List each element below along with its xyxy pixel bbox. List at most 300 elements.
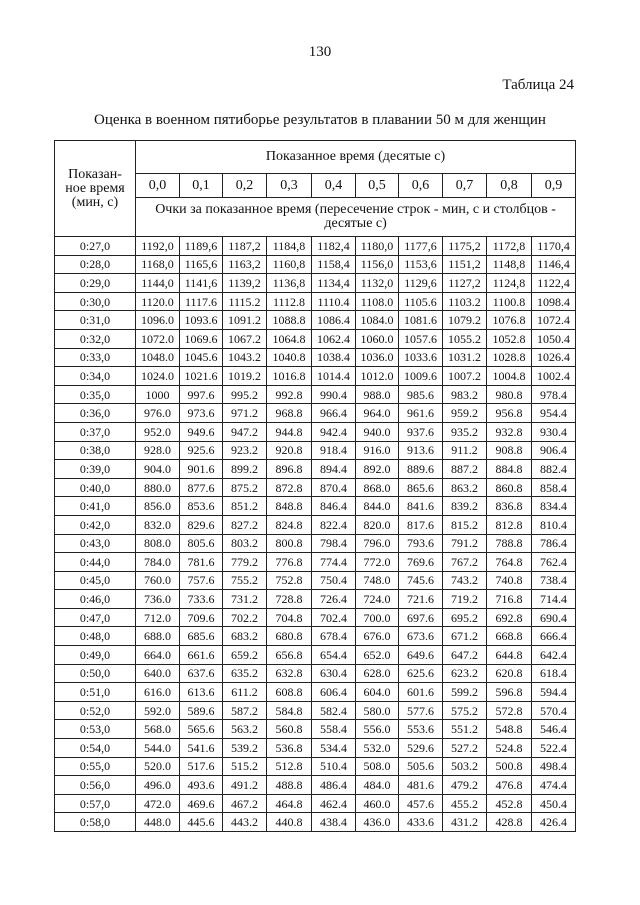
score-cell: 524.8 (487, 739, 532, 758)
table-row (55, 683, 576, 702)
score-cell: 822.4 (312, 515, 356, 534)
score-cell: 529.6 (399, 739, 443, 758)
score-cell: 433.6 (399, 813, 443, 832)
score-cell: 947.2 (223, 422, 267, 441)
score-cell: 1108.0 (356, 292, 399, 311)
score-cell: 966.4 (312, 404, 356, 423)
row-time-cell: 0:33,0 (55, 348, 136, 367)
score-cell: 1136,8 (267, 274, 312, 293)
score-cell: 469.6 (180, 794, 223, 813)
score-cell: 680.8 (267, 627, 312, 646)
score-cell: 1002.4 (532, 367, 576, 386)
score-cell: 536.8 (267, 739, 312, 758)
score-cell: 676.0 (356, 627, 399, 646)
row-time-cell: 0:50,0 (55, 664, 136, 683)
score-cell: 755.2 (223, 571, 267, 590)
score-cell: 683.2 (223, 627, 267, 646)
score-cell: 1189,6 (180, 237, 223, 256)
score-cell: 1052.8 (487, 329, 532, 348)
score-cell: 688.0 (136, 627, 180, 646)
tenths-header-cell: 0,0 (136, 174, 180, 198)
score-cell: 868.0 (356, 478, 399, 497)
score-cell: 652.0 (356, 646, 399, 665)
score-cell: 724.0 (356, 590, 399, 609)
score-cell: 428.8 (487, 813, 532, 832)
score-cell: 527.2 (443, 739, 487, 758)
score-cell: 985.6 (399, 385, 443, 404)
tenths-header-cell: 0,9 (532, 174, 576, 198)
score-cell: 990.4 (312, 385, 356, 404)
score-cell: 599.2 (443, 683, 487, 702)
score-cell: 892.0 (356, 460, 399, 479)
table-row (55, 292, 576, 311)
score-cell: 762.4 (532, 553, 576, 572)
score-cell: 834.4 (532, 497, 576, 516)
score-cell: 743.2 (443, 571, 487, 590)
score-cell: 882.4 (532, 460, 576, 479)
score-cell: 1038.4 (312, 348, 356, 367)
score-cell: 642.4 (532, 646, 576, 665)
table-row (55, 441, 576, 460)
score-cell: 539.2 (223, 739, 267, 758)
score-cell: 690.4 (532, 608, 576, 627)
table-label: Таблица 24 (502, 77, 574, 93)
score-cell: 534.4 (312, 739, 356, 758)
score-cell: 935.2 (443, 422, 487, 441)
score-cell: 1019.2 (223, 367, 267, 386)
score-cell: 702.4 (312, 608, 356, 627)
score-cell: 596.8 (487, 683, 532, 702)
score-cell: 1050.4 (532, 329, 576, 348)
score-cell: 997.6 (180, 385, 223, 404)
table-row (55, 739, 576, 758)
score-cell: 611.2 (223, 683, 267, 702)
score-cell: 856.0 (136, 497, 180, 516)
score-cell: 976.0 (136, 404, 180, 423)
score-cell: 877.6 (180, 478, 223, 497)
score-cell: 752.8 (267, 571, 312, 590)
score-cell: 460.0 (356, 794, 399, 813)
score-cell: 928.0 (136, 441, 180, 460)
score-cell: 1072.4 (532, 311, 576, 330)
score-cell: 1187,2 (223, 237, 267, 256)
tenths-header-cell: 0,5 (356, 174, 399, 198)
table-row (55, 627, 576, 646)
score-cell: 714.4 (532, 590, 576, 609)
table-row (55, 404, 576, 423)
score-cell: 666.4 (532, 627, 576, 646)
score-cell: 978.4 (532, 385, 576, 404)
score-cell: 1040.8 (267, 348, 312, 367)
score-cell: 848.8 (267, 497, 312, 516)
score-cell: 625.6 (399, 664, 443, 683)
score-cell: 479.2 (443, 776, 487, 795)
score-cell: 1153,6 (399, 255, 443, 274)
score-cell: 920.8 (267, 441, 312, 460)
score-cell: 1062.4 (312, 329, 356, 348)
score-cell: 906.4 (532, 441, 576, 460)
score-cell: 937.6 (399, 422, 443, 441)
score-cell: 1110.4 (312, 292, 356, 311)
table-row (55, 590, 576, 609)
row-time-cell: 0:45,0 (55, 571, 136, 590)
score-cell: 764.8 (487, 553, 532, 572)
score-cell: 942.4 (312, 422, 356, 441)
score-cell: 640.0 (136, 664, 180, 683)
score-cell: 1033.6 (399, 348, 443, 367)
score-cell: 1160,8 (267, 255, 312, 274)
score-cell: 851.2 (223, 497, 267, 516)
score-cell: 827.2 (223, 515, 267, 534)
score-cell: 606.4 (312, 683, 356, 702)
score-cell: 932.8 (487, 422, 532, 441)
score-cell: 808.0 (136, 534, 180, 553)
score-cell: 486.4 (312, 776, 356, 795)
score-cell: 620.8 (487, 664, 532, 683)
tenths-header-cell: 0,6 (399, 174, 443, 198)
score-cell: 505.6 (399, 757, 443, 776)
score-cell: 858.4 (532, 478, 576, 497)
score-cell: 1105.6 (399, 292, 443, 311)
table-row (55, 534, 576, 553)
score-cell: 1141,6 (180, 274, 223, 293)
score-cell: 582.4 (312, 701, 356, 720)
score-cell: 870.4 (312, 478, 356, 497)
score-cell: 541.6 (180, 739, 223, 758)
row-time-cell: 0:57,0 (55, 794, 136, 813)
table-row (55, 274, 576, 293)
score-cell: 644.8 (487, 646, 532, 665)
score-cell: 875.2 (223, 478, 267, 497)
score-cell: 1004.8 (487, 367, 532, 386)
table-row (55, 571, 576, 590)
score-cell: 1021.6 (180, 367, 223, 386)
row-time-cell: 0:51,0 (55, 683, 136, 702)
score-cell: 908.8 (487, 441, 532, 460)
score-cell: 944.8 (267, 422, 312, 441)
score-cell: 1048.0 (136, 348, 180, 367)
score-cell: 678.4 (312, 627, 356, 646)
score-cell: 450.4 (532, 794, 576, 813)
table-row (55, 813, 576, 832)
score-cell: 803.2 (223, 534, 267, 553)
score-cell: 973.6 (180, 404, 223, 423)
score-cell: 594.4 (532, 683, 576, 702)
score-cell: 481.6 (399, 776, 443, 795)
score-cell: 844.0 (356, 497, 399, 516)
score-cell: 1084.0 (356, 311, 399, 330)
score-cell: 918.4 (312, 441, 356, 460)
score-cell: 628.0 (356, 664, 399, 683)
score-cell: 632.8 (267, 664, 312, 683)
score-cell: 916.0 (356, 441, 399, 460)
score-cell: 863.2 (443, 478, 487, 497)
table-row (55, 608, 576, 627)
score-cell: 721.6 (399, 590, 443, 609)
row-time-cell: 0:48,0 (55, 627, 136, 646)
score-cell: 551.2 (443, 720, 487, 739)
score-cell: 736.0 (136, 590, 180, 609)
score-cell: 733.6 (180, 590, 223, 609)
score-cell: 786.4 (532, 534, 576, 553)
row-time-cell: 0:31,0 (55, 311, 136, 330)
score-cell: 1117.6 (180, 292, 223, 311)
score-cell: 964.0 (356, 404, 399, 423)
score-cell: 791.2 (443, 534, 487, 553)
score-cell: 589.6 (180, 701, 223, 720)
score-cell: 520.0 (136, 757, 180, 776)
score-cell: 637.6 (180, 664, 223, 683)
score-cell: 1120.0 (136, 292, 180, 311)
score-cell: 781.6 (180, 553, 223, 572)
score-cell: 971.2 (223, 404, 267, 423)
score-cell: 616.0 (136, 683, 180, 702)
score-cell: 1156,0 (356, 255, 399, 274)
score-cell: 448.0 (136, 813, 180, 832)
score-cell: 817.6 (399, 515, 443, 534)
score-cell: 815.2 (443, 515, 487, 534)
score-cell: 512.8 (267, 757, 312, 776)
score-cell: 1175,2 (443, 237, 487, 256)
score-cell: 1151,2 (443, 255, 487, 274)
table-row (55, 422, 576, 441)
score-cell: 728.8 (267, 590, 312, 609)
row-time-cell: 0:42,0 (55, 515, 136, 534)
score-cell: 445.6 (180, 813, 223, 832)
score-cell: 1016.8 (267, 367, 312, 386)
score-cell: 1088.8 (267, 311, 312, 330)
score-cell: 580.0 (356, 701, 399, 720)
score-cell: 772.0 (356, 553, 399, 572)
score-cell: 983.2 (443, 385, 487, 404)
row-time-cell: 0:52,0 (55, 701, 136, 720)
table-row (55, 776, 576, 795)
score-cell: 1067.2 (223, 329, 267, 348)
score-cell: 1026.4 (532, 348, 576, 367)
score-cell: 925.6 (180, 441, 223, 460)
score-cell: 1043.2 (223, 348, 267, 367)
score-cell: 1184,8 (267, 237, 312, 256)
score-cell: 959.2 (443, 404, 487, 423)
score-cell: 649.6 (399, 646, 443, 665)
score-cell: 719.2 (443, 590, 487, 609)
score-cell: 1098.4 (532, 292, 576, 311)
score-cell: 810.4 (532, 515, 576, 534)
score-cell: 1028.8 (487, 348, 532, 367)
score-cell: 671.2 (443, 627, 487, 646)
score-cell: 767.2 (443, 553, 487, 572)
score-cell: 476.8 (487, 776, 532, 795)
score-cell: 496.0 (136, 776, 180, 795)
score-cell: 750.4 (312, 571, 356, 590)
page-number: 130 (308, 44, 332, 60)
row-time-cell: 0:35,0 (55, 385, 136, 404)
score-cell: 443.2 (223, 813, 267, 832)
scores-header: Очки за показанное время (пересечение строк - мин, с и столбцов - десятые с) (136, 198, 576, 237)
score-cell: 860.8 (487, 478, 532, 497)
score-cell: 853.6 (180, 497, 223, 516)
score-cell: 1000 (136, 385, 180, 404)
score-cell: 1012.0 (356, 367, 399, 386)
score-cell: 904.0 (136, 460, 180, 479)
row-time-cell: 0:41,0 (55, 497, 136, 516)
score-cell: 889.6 (399, 460, 443, 479)
table-row (55, 646, 576, 665)
score-cell: 1064.8 (267, 329, 312, 348)
score-cell: 601.6 (399, 683, 443, 702)
score-cell: 779.2 (223, 553, 267, 572)
table-row (55, 497, 576, 516)
table-row (55, 478, 576, 497)
score-cell: 769.6 (399, 553, 443, 572)
score-cell: 548.8 (487, 720, 532, 739)
score-cell: 832.0 (136, 515, 180, 534)
score-cell: 1134,4 (312, 274, 356, 293)
score-cell: 668.8 (487, 627, 532, 646)
score-cell: 436.0 (356, 813, 399, 832)
score-cell: 661.6 (180, 646, 223, 665)
score-cell: 1096.0 (136, 311, 180, 330)
score-cell: 1127,2 (443, 274, 487, 293)
score-cell: 1079.2 (443, 311, 487, 330)
row-time-cell: 0:27,0 (55, 237, 136, 256)
table-row (55, 515, 576, 534)
score-cell: 700.0 (356, 608, 399, 627)
time-column-header-text: Показан- ное время (мин, с) (65, 166, 125, 210)
document-title: Оценка в военном пятиборье результатов в плавании 50 м для женщин (94, 112, 546, 128)
row-time-cell: 0:44,0 (55, 553, 136, 572)
score-cell: 604.0 (356, 683, 399, 702)
score-cell: 472.0 (136, 794, 180, 813)
score-cell: 952.0 (136, 422, 180, 441)
table-body (55, 237, 576, 832)
table-row (55, 255, 576, 274)
score-cell: 1031.2 (443, 348, 487, 367)
score-cell: 577.6 (399, 701, 443, 720)
row-time-cell: 0:55,0 (55, 757, 136, 776)
score-cell: 1148,8 (487, 255, 532, 274)
score-cell: 901.6 (180, 460, 223, 479)
row-time-cell: 0:54,0 (55, 739, 136, 758)
tenths-header-cell: 0,2 (223, 174, 267, 198)
score-cell: 760.0 (136, 571, 180, 590)
table-row (55, 460, 576, 479)
row-time-cell: 0:32,0 (55, 329, 136, 348)
table-row (55, 794, 576, 813)
score-cell: 793.6 (399, 534, 443, 553)
score-cell: 774.4 (312, 553, 356, 572)
table-row (55, 720, 576, 739)
score-cell: 1132,0 (356, 274, 399, 293)
row-time-cell: 0:29,0 (55, 274, 136, 293)
score-cell: 517.6 (180, 757, 223, 776)
table-row (55, 329, 576, 348)
score-cell: 961.6 (399, 404, 443, 423)
table-row (55, 367, 576, 386)
row-time-cell: 0:46,0 (55, 590, 136, 609)
score-cell: 1086.4 (312, 311, 356, 330)
score-cell: 704.8 (267, 608, 312, 627)
row-time-cell: 0:40,0 (55, 478, 136, 497)
score-cell: 841.6 (399, 497, 443, 516)
score-cell: 731.2 (223, 590, 267, 609)
score-cell: 685.6 (180, 627, 223, 646)
score-cell: 484.0 (356, 776, 399, 795)
score-cell: 988.0 (356, 385, 399, 404)
score-cell: 865.6 (399, 478, 443, 497)
score-cell: 880.0 (136, 478, 180, 497)
score-cell: 467.2 (223, 794, 267, 813)
score-cell: 544.0 (136, 739, 180, 758)
score-cell: 1060.0 (356, 329, 399, 348)
score-cell: 1093.6 (180, 311, 223, 330)
score-cell: 587.2 (223, 701, 267, 720)
score-cell: 1170,4 (532, 237, 576, 256)
score-cell: 1180,0 (356, 237, 399, 256)
score-cell: 745.6 (399, 571, 443, 590)
score-cell: 709.6 (180, 608, 223, 627)
score-cell: 1057.6 (399, 329, 443, 348)
score-cell: 560.8 (267, 720, 312, 739)
score-cell: 784.0 (136, 553, 180, 572)
score-cell: 563.2 (223, 720, 267, 739)
row-time-cell: 0:28,0 (55, 255, 136, 274)
score-cell: 1168,0 (136, 255, 180, 274)
score-cell: 776.8 (267, 553, 312, 572)
score-cell: 1172,8 (487, 237, 532, 256)
score-cell: 440.8 (267, 813, 312, 832)
row-time-cell: 0:58,0 (55, 813, 136, 832)
score-cell: 426.4 (532, 813, 576, 832)
score-cell: 887.2 (443, 460, 487, 479)
score-cell: 796.0 (356, 534, 399, 553)
score-cell: 575.2 (443, 701, 487, 720)
score-cell: 968.8 (267, 404, 312, 423)
score-cell: 896.8 (267, 460, 312, 479)
score-cell: 584.8 (267, 701, 312, 720)
row-time-cell: 0:43,0 (55, 534, 136, 553)
score-cell: 954.4 (532, 404, 576, 423)
score-cell: 608.8 (267, 683, 312, 702)
score-cell: 592.0 (136, 701, 180, 720)
row-time-cell: 0:47,0 (55, 608, 136, 627)
score-cell: 726.4 (312, 590, 356, 609)
score-cell: 1055.2 (443, 329, 487, 348)
tenths-group-header: Показанное время (десятые с) (136, 141, 576, 174)
score-cell: 438.4 (312, 813, 356, 832)
score-cell: 515.2 (223, 757, 267, 776)
score-cell: 1007.2 (443, 367, 487, 386)
score-cell: 1076.8 (487, 311, 532, 330)
score-cell: 824.8 (267, 515, 312, 534)
score-cell: 1072.0 (136, 329, 180, 348)
score-cell: 1112.8 (267, 292, 312, 311)
score-cell: 798.4 (312, 534, 356, 553)
score-cell: 846.4 (312, 497, 356, 516)
score-cell: 558.4 (312, 720, 356, 739)
score-cell: 493.6 (180, 776, 223, 795)
score-cell: 748.0 (356, 571, 399, 590)
score-cell: 812.8 (487, 515, 532, 534)
score-cell: 839.2 (443, 497, 487, 516)
score-cell: 1009.6 (399, 367, 443, 386)
score-cell: 455.2 (443, 794, 487, 813)
tenths-header-cell: 0,4 (312, 174, 356, 198)
score-cell: 522.4 (532, 739, 576, 758)
score-cell: 911.2 (443, 441, 487, 460)
score-cell: 1163,2 (223, 255, 267, 274)
score-cell: 1177,6 (399, 237, 443, 256)
